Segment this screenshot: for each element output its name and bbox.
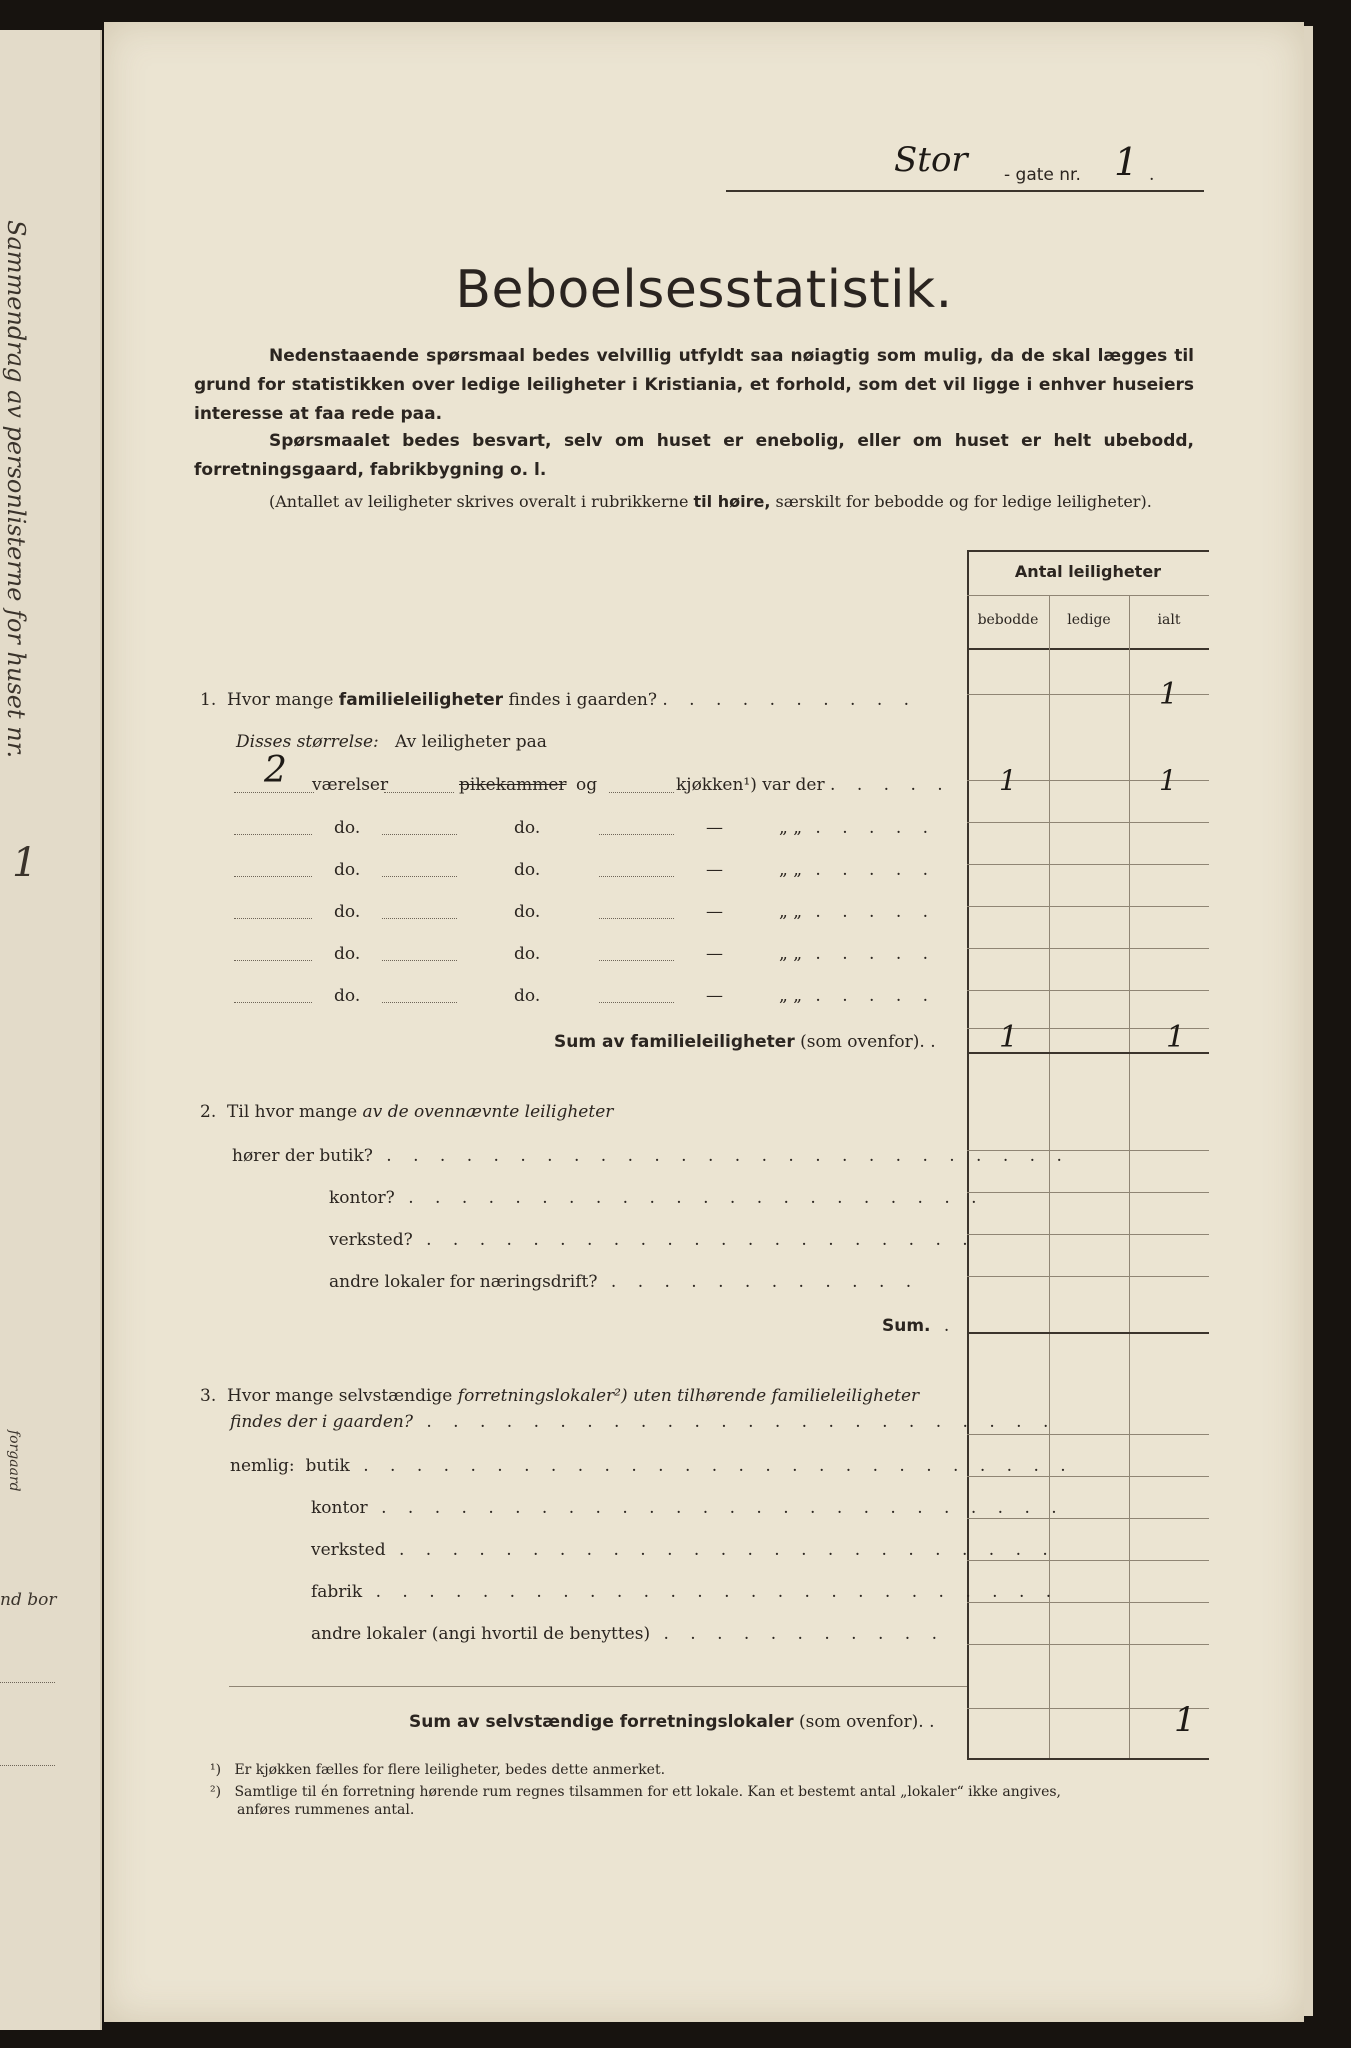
table-header-bottom-rule	[967, 648, 1209, 650]
footnote-2-text: Samtlige til én forretning hørende rum regnes tilsammen for ett lokale. Kan et bestemt antal „lokaler“ ikke angives,	[234, 1784, 1061, 1800]
blank-line	[609, 792, 674, 793]
dash-label: —	[706, 818, 723, 838]
row1-bebodde: 1	[999, 764, 1017, 797]
left-page-dotted-line	[0, 1765, 55, 1766]
size-row-1	[312, 775, 388, 795]
vaerelser-label: værelser	[312, 775, 389, 795]
q3-text-a: Hvor mange selvstændige	[227, 1386, 453, 1406]
blank-line	[234, 918, 312, 919]
do-label: do.	[334, 860, 361, 880]
rooms-handwritten: 2	[264, 750, 287, 791]
blank-line	[382, 876, 457, 877]
blank-line	[599, 834, 674, 835]
intro-paragraph-3-a: (Antallet av leiligheter skrives overalt i rubrikkerne	[269, 492, 689, 511]
row-rule	[967, 1192, 1209, 1193]
q3-text-italic: forretningslokaler²) uten tilhørende familieleiligheter	[457, 1386, 920, 1406]
row-rule	[967, 1476, 1209, 1477]
blank-line	[384, 792, 454, 793]
ditto-label: „ „	[779, 986, 803, 1006]
left-page-vertical-text: Sammendrag av personlisterne for huset nr.	[2, 220, 30, 759]
row-rule	[967, 948, 1209, 949]
q1-text-a: Hvor mange	[227, 690, 334, 710]
q2-butik: hører der butik?	[232, 1146, 373, 1166]
q3-butik-line: nemlig: butik . . . . . . . . . . . . . . . . . . . . . . . . . . .	[230, 1456, 1074, 1476]
q3-verksted: verksted	[311, 1540, 386, 1560]
gate-number-handwritten: 1	[1114, 140, 1139, 184]
intro-paragraph-3	[194, 488, 1199, 516]
left-page-fragment-forgaard: forgaard	[6, 1430, 22, 1492]
do-label: do.	[514, 818, 541, 838]
q1-sum-ialt: 1	[1166, 1020, 1186, 1055]
row-rule	[967, 1560, 1209, 1561]
q3-kontor-line: kontor . . . . . . . . . . . . . . . . . . . . . . . . . .	[311, 1498, 1065, 1518]
row-rule	[967, 1644, 1209, 1645]
intro-paragraph-3-bold: til høire,	[693, 492, 771, 511]
form-page	[104, 22, 1304, 2022]
q2-kontor-line: kontor? . . . . . . . . . . . . . . . . . . . . . .	[329, 1188, 985, 1208]
blank-line	[599, 960, 674, 961]
footnote-1-text: Er kjøkken fælles for flere leiligheter, bedes dette anmerket.	[234, 1762, 666, 1778]
left-page-dotted-line	[0, 1682, 55, 1683]
row-rule	[967, 1708, 1209, 1709]
q3-sum-line: Sum av selvstændige forretningslokaler (som ovenfor). .	[409, 1712, 943, 1732]
q3-sum-bold: Sum av selvstændige forretningslokaler	[409, 1712, 794, 1732]
blank-line	[234, 876, 312, 877]
q2-butik-line: hører der butik? . . . . . . . . . . . . . . . . . . . . . . . . . .	[232, 1146, 1070, 1166]
q3-fabrik-line: fabrik . . . . . . . . . . . . . . . . . . . . . . . . . .	[311, 1582, 1060, 1602]
row-rule	[967, 864, 1209, 865]
intro-paragraph-3-b: særskilt for bebodde og for ledige leiligheter).	[775, 492, 1152, 511]
ditto-label: „ „	[779, 818, 803, 838]
dash-label: —	[706, 860, 723, 880]
blank-line	[382, 834, 457, 835]
q3-line	[200, 1386, 919, 1406]
ditto-line: „ „ . . . . .	[779, 944, 937, 964]
column-header-ledige: ledige	[1067, 612, 1111, 628]
dash-label: —	[706, 902, 723, 922]
q3-nemlig: nemlig:	[230, 1456, 295, 1476]
footnote-2	[210, 1784, 1061, 1800]
blank-line	[234, 834, 312, 835]
dash-label: —	[706, 986, 723, 1006]
q3-sum-ialt: 1	[1174, 1700, 1196, 1740]
ditto-line: „ „ . . . . .	[779, 986, 937, 1006]
footnote-1	[210, 1762, 665, 1778]
column-divider	[1129, 595, 1130, 1760]
blank-line	[599, 876, 674, 877]
row-rule	[967, 1518, 1209, 1519]
q1-answer-ialt: 1	[1159, 677, 1179, 712]
q2-verksted-line: verksted? . . . . . . . . . . . . . . . . . . . . .	[329, 1230, 976, 1250]
q1-text-bold: familieleiligheter	[338, 690, 504, 710]
gate-nr-label: - gate nr.	[1004, 165, 1081, 185]
gate-line	[726, 190, 1204, 192]
q1-sum-line: Sum av familieleiligheter (som ovenfor). .	[554, 1032, 944, 1052]
dash-label: —	[706, 944, 723, 964]
gate-nr-end: .	[1149, 165, 1155, 185]
q1-sum-rest: (som ovenfor).	[800, 1032, 925, 1052]
ditto-label: „ „	[779, 902, 803, 922]
pikekammer-label: pikekammer	[459, 775, 567, 795]
left-page-edge	[0, 30, 102, 2030]
og-label: og	[576, 775, 598, 795]
row1-ialt: 1	[1159, 764, 1177, 797]
q3-line-2: findes der i gaarden? . . . . . . . . . . . . . . . . . . . . . . . .	[230, 1412, 1057, 1432]
q3-sum-rest: (som ovenfor).	[799, 1712, 924, 1732]
table-header-rule	[967, 595, 1209, 596]
blank-line	[599, 918, 674, 919]
q1-sizes-label: Disses størrelse:	[236, 732, 379, 752]
blank-line	[382, 1002, 457, 1003]
left-page-hand-mark: 1	[12, 840, 38, 886]
q2-line	[200, 1102, 613, 1122]
q3-text-italic-2: findes der i gaarden?	[230, 1412, 413, 1432]
q2-andre: andre lokaler for næringsdrift?	[329, 1272, 598, 1292]
row-rule	[967, 990, 1209, 991]
kjokken-label: kjøkken¹) var der	[676, 775, 825, 795]
q1-sizes-text: Av leiligheter paa	[394, 732, 547, 752]
q3-andre-line: andre lokaler (angi hvortil de benyttes) . . . . . . . . . . .	[311, 1624, 945, 1644]
row-rule	[967, 822, 1209, 823]
row-rule	[967, 1276, 1209, 1277]
blank-line	[382, 960, 457, 961]
footnote-1-mark: ¹)	[210, 1762, 222, 1778]
q3-kontor: kontor	[311, 1498, 368, 1518]
left-page-fragment-bor: nd bor	[0, 1590, 57, 1610]
q1-line: 1. Hvor mange familieleiligheter findes i gaarden? . . . . . . . . . .	[200, 690, 918, 710]
blank-line	[382, 918, 457, 919]
section-rule	[967, 1332, 1209, 1334]
q3-verksted-line: verksted . . . . . . . . . . . . . . . . . . . . . . . . .	[311, 1540, 1056, 1560]
q3-separator	[229, 1686, 967, 1687]
ditto-label: „ „	[779, 860, 803, 880]
do-label: do.	[334, 944, 361, 964]
q1-number: 1.	[200, 690, 217, 710]
ditto-line: „ „ . . . . .	[779, 902, 937, 922]
intro-paragraph-1: Nedenstaaende spørsmaal bedes velvillig utfyldt saa nøiagtig som mulig, da de skal lægges til grund for statistikken over ledige leiligheter i Kristiania, et forhold, som det vil ligge i enhver huseiers interesse at faa rede paa.	[194, 346, 1194, 424]
row-rule	[967, 1234, 1209, 1235]
q2-number: 2.	[200, 1102, 217, 1122]
column-header-bebodde: bebodde	[977, 612, 1039, 628]
q1-sum-bebodde: 1	[999, 1020, 1019, 1055]
do-label: do.	[514, 902, 541, 922]
row-rule	[967, 1602, 1209, 1603]
q2-sum-line: Sum. .	[882, 1316, 958, 1336]
table-header-title: Antal leiligheter	[1014, 562, 1162, 581]
q2-sum: Sum.	[882, 1316, 931, 1336]
q1-text-b: findes i gaarden?	[508, 690, 657, 710]
q2-verksted: verksted?	[329, 1230, 413, 1250]
blank-line	[599, 1002, 674, 1003]
q3-butik: butik	[305, 1456, 350, 1476]
ditto-line: „ „ . . . . .	[779, 818, 937, 838]
row-rule	[967, 906, 1209, 907]
q3-number: 3.	[200, 1386, 217, 1406]
q2-text-a: Til hvor mange	[227, 1102, 358, 1122]
rooms-blank	[234, 792, 314, 793]
blank-line	[234, 960, 312, 961]
footnote-2-continuation: anføres rummenes antal.	[237, 1802, 415, 1818]
page-title: Beboelsesstatistik.	[455, 260, 953, 320]
q2-andre-line: andre lokaler for næringsdrift? . . . . . . . . . . . .	[329, 1272, 920, 1292]
do-label: do.	[334, 818, 361, 838]
ditto-line: „ „ . . . . .	[779, 860, 937, 880]
table-bottom-rule	[967, 1758, 1209, 1760]
street-name-handwritten: Stor	[894, 140, 968, 180]
blank-line	[234, 1002, 312, 1003]
do-label: do.	[514, 944, 541, 964]
row-rule	[967, 1434, 1209, 1435]
q2-kontor: kontor?	[329, 1188, 395, 1208]
q1-sum-bold: Sum av familieleiligheter	[554, 1032, 795, 1052]
q1-sizes-line	[236, 732, 547, 752]
intro-paragraph-2: Spørsmaalet bedes besvart, selv om huset er enebolig, eller om huset er helt ubebodd, forretningsgaard, fabrikbygning o. l.	[194, 431, 1194, 480]
q3-fabrik: fabrik	[311, 1582, 363, 1602]
ditto-label: „ „	[779, 944, 803, 964]
column-header-ialt: ialt	[1157, 612, 1181, 628]
footnote-2-mark: ²)	[210, 1784, 222, 1800]
do-label: do.	[334, 986, 361, 1006]
do-label: do.	[514, 986, 541, 1006]
q2-text-italic: av de ovennævnte leiligheter	[362, 1102, 614, 1122]
q3-andre: andre lokaler (angi hvortil de benyttes)	[311, 1624, 651, 1644]
table-top-rule	[967, 550, 1209, 552]
do-label: do.	[514, 860, 541, 880]
do-label: do.	[334, 902, 361, 922]
kjokken-line: kjøkken¹) var der . . . . .	[676, 775, 951, 795]
